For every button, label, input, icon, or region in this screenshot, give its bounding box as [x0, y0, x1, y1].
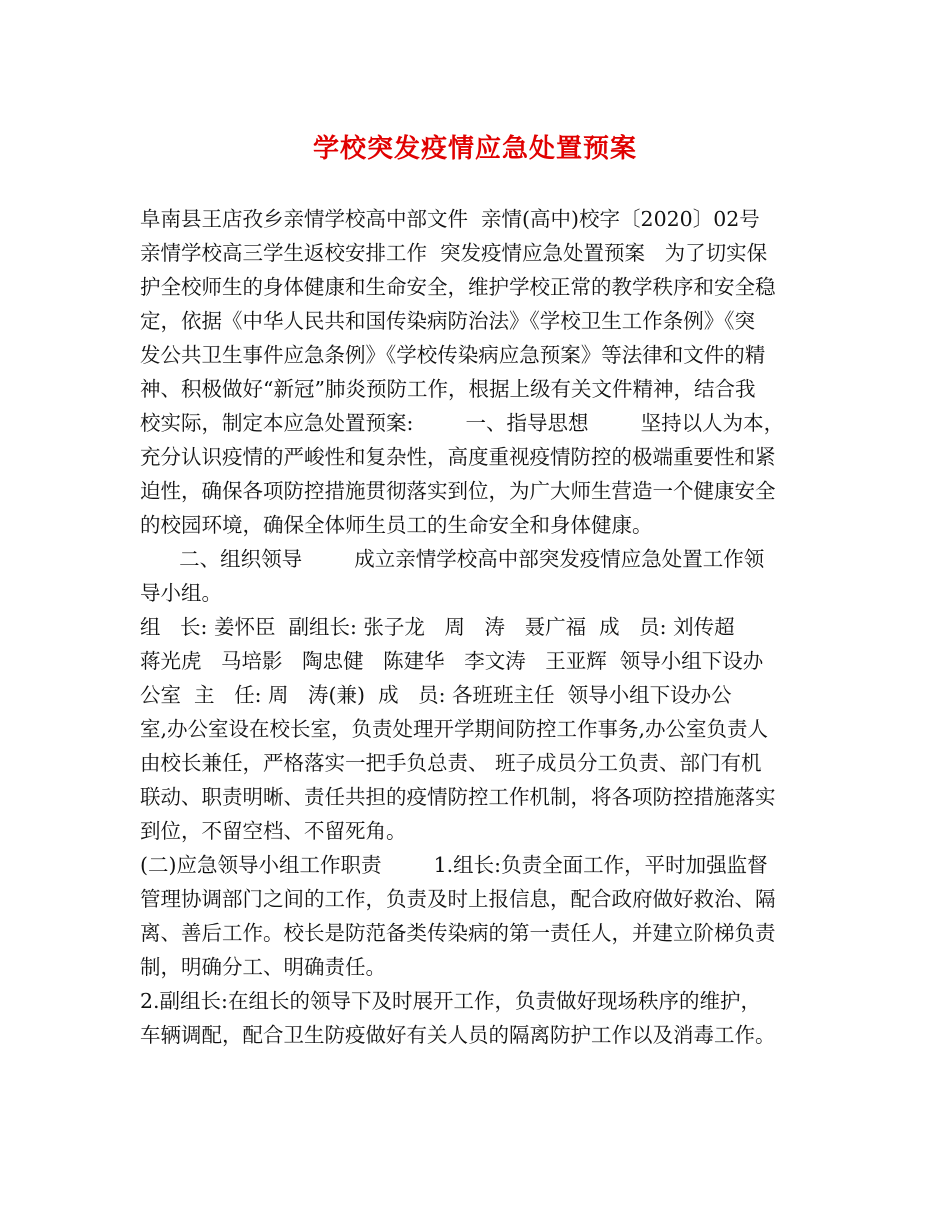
- body-line: 车辆调配，配合卫生防疫做好有关人员的隔离防护工作以及消毒工作。: [140, 1023, 776, 1047]
- body-line: 到位，不留空档、不留死角。: [140, 819, 407, 843]
- document-title: 学校突发疫情应急处置预案: [312, 134, 637, 164]
- document-body: [140, 202, 820, 1052]
- body-line: 迫性，确保各项防控措施贯彻落实到位，为广大师生营造一个健康安全: [140, 479, 776, 503]
- body-line: 定，依据《中华人民共和国传染病防治法》《学校卫生工作条例》《突: [140, 309, 755, 333]
- body-line: 阜南县王店孜乡亲情学校高中部文件 亲情(高中)校字〔2020〕02号: [140, 207, 760, 231]
- body-line: 制，明确分工、明确责任。: [140, 955, 386, 979]
- body-line: 发公共卫生事件应急条例》《学校传染病应急预案》等法律和文件的精: [140, 343, 766, 367]
- body-line: 公室 主 任: 周 涛(兼) 成 员: 各班班主任 领导小组下设办公: [140, 683, 732, 707]
- body-line: 2.副组长:在组长的领导下及时展开工作，负责做好现场秩序的维护，: [140, 989, 761, 1013]
- body-line: 室,办公室设在校长室，负责处理开学期间防控工作事务,办公室负责人: [140, 717, 769, 741]
- body-line: (二)应急领导小组工作职责 1.组长:负责全面工作，平时加强监督: [140, 853, 768, 877]
- body-line: 护全校师生的身体健康和生命安全，维护学校正常的教学秩序和安全稳: [140, 275, 776, 299]
- body-line: 校实际，制定本应急处置预案: 一、指导思想 坚持以人为本，: [140, 411, 785, 435]
- body-line: 的校园环境，确保全体师生员工的生命安全和身体健康。: [140, 513, 653, 537]
- body-line: 离、善后工作。校长是防范备类传染病的第一责任人，并建立阶梯负责: [140, 921, 776, 945]
- body-line: 神、积极做好“新冠”肺炎预防工作，根据上级有关文件精神，结合我: [140, 377, 756, 401]
- body-line: 导小组。: [140, 581, 222, 605]
- body-line: 二、组织领导 成立亲情学校高中部突发疫情应急处置工作领: [140, 547, 765, 571]
- body-line: 由校长兼任，严格落实一把手负总责、 班子成员分工负责、部门有机: [140, 751, 762, 775]
- body-line: 管理协调部门之间的工作，负责及时上报信息，配合政府做好救治、隔: [140, 887, 776, 911]
- body-line: 联动、职责明晰、责任共担的疫情防控工作机制，将各项防控措施落实: [140, 785, 776, 809]
- body-line: 组 长: 姜怀臣 副组长: 张子龙 周 涛 聂广福 成 员: 刘传超: [140, 615, 735, 639]
- body-line: 充分认识疫情的严峻性和复杂性，高度重视疫情防控的极端重要性和紧: [140, 445, 776, 469]
- body-line: 蒋光虎 马培影 陶忠健 陈建华 李文涛 王亚辉 领导小组下设办: [140, 649, 764, 673]
- body-line: 亲情学校高三学生返校安排工作 突发疫情应急处置预案 为了切实保: [140, 241, 768, 265]
